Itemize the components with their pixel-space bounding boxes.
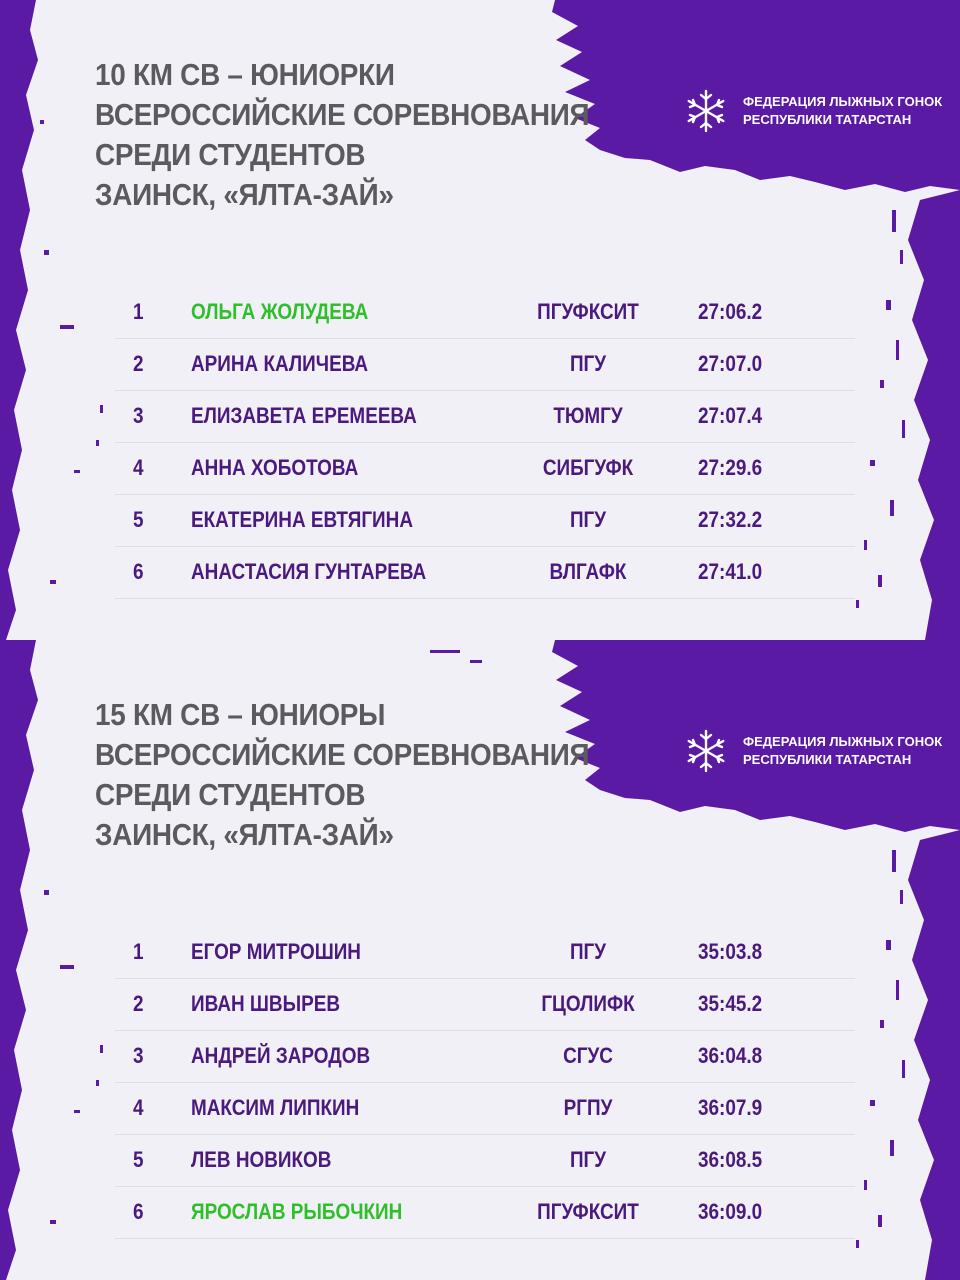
result-rank: 1 — [133, 939, 144, 964]
title-line-1: 15 КМ СВ – ЮНИОРЫ — [95, 697, 386, 732]
result-rank: 4 — [133, 1095, 144, 1120]
result-rank: 6 — [133, 559, 144, 584]
athlete-name: ЛЕВ НОВИКОВ — [191, 1147, 332, 1172]
federation-name-line-2: РЕСПУБЛИКИ ТАТАРСТАН — [743, 752, 912, 767]
result-rank: 5 — [133, 507, 144, 532]
result-row — [115, 1083, 855, 1135]
finish-time: 36:09.0 — [698, 1199, 763, 1224]
result-row — [115, 1135, 855, 1187]
result-rank: 3 — [133, 403, 144, 428]
result-rank: 1 — [133, 299, 144, 324]
finish-time: 35:45.2 — [698, 991, 763, 1016]
team-name: ПГУФКСИТ — [537, 299, 639, 324]
title-line-3: СРЕДИ СТУДЕНТОВ — [95, 137, 366, 172]
result-row — [115, 287, 855, 339]
result-row — [115, 495, 855, 547]
athlete-name: ЕЛИЗАВЕТА ЕРЕМЕЕВА — [191, 403, 417, 428]
title-line-1: 10 КМ СВ – ЮНИОРКИ — [95, 57, 395, 92]
federation-name-line-2: РЕСПУБЛИКИ ТАТАРСТАН — [743, 112, 912, 127]
team-name: РГПУ — [563, 1095, 613, 1120]
result-row — [115, 339, 855, 391]
title-line-2: ВСЕРОССИЙСКИЕ СОРЕВНОВАНИЯ — [95, 737, 590, 772]
result-row — [115, 1187, 855, 1239]
snowflake-icon — [683, 88, 729, 134]
result-row — [115, 927, 855, 979]
results-table — [115, 287, 855, 599]
result-rank: 2 — [133, 351, 144, 376]
team-name: ПГУФКСИТ — [537, 1199, 639, 1224]
athlete-name: ЕКАТЕРИНА ЕВТЯГИНА — [191, 507, 413, 532]
result-row — [115, 391, 855, 443]
title-line-3: СРЕДИ СТУДЕНТОВ — [95, 777, 366, 812]
finish-time: 27:41.0 — [698, 559, 763, 584]
team-name: ПГУ — [569, 351, 607, 376]
federation-name-line-1: ФЕДЕРАЦИЯ ЛЫЖНЫХ ГОНОК — [743, 94, 943, 109]
result-row — [115, 443, 855, 495]
finish-time: 36:07.9 — [698, 1095, 763, 1120]
athlete-name: МАКСИМ ЛИПКИН — [191, 1095, 360, 1120]
results-panel-men — [0, 640, 960, 1280]
finish-time: 27:06.2 — [698, 299, 763, 324]
team-name: ПГУ — [569, 939, 607, 964]
result-rank: 5 — [133, 1147, 144, 1172]
finish-time: 35:03.8 — [698, 939, 763, 964]
finish-time: 27:29.6 — [698, 455, 763, 480]
results-table — [115, 927, 855, 1239]
finish-time: 27:32.2 — [698, 507, 763, 532]
athlete-name: ОЛЬГА ЖОЛУДЕВА — [191, 299, 369, 324]
team-name: ТЮМГУ — [553, 403, 623, 428]
athlete-name: АНАСТАСИЯ ГУНТАРЕВА — [191, 559, 427, 584]
title-line-2: ВСЕРОССИЙСКИЕ СОРЕВНОВАНИЯ — [95, 97, 590, 132]
federation-name — [743, 733, 942, 769]
team-name: ГЦОЛИФК — [541, 991, 635, 1016]
result-row — [115, 979, 855, 1031]
result-row — [115, 1031, 855, 1083]
finish-time: 27:07.0 — [698, 351, 763, 376]
athlete-name: ИВАН ШВЫРЕВ — [191, 991, 341, 1016]
federation-name — [743, 93, 942, 129]
athlete-name: АНДРЕЙ ЗАРОДОВ — [191, 1043, 371, 1068]
athlete-name: АННА ХОБОТОВА — [191, 455, 359, 480]
athlete-name: ЕГОР МИТРОШИН — [191, 939, 361, 964]
title-line-4: ЗАИНСК, «ЯЛТА-ЗАЙ» — [95, 817, 394, 852]
snowflake-icon — [683, 728, 729, 774]
team-name: СИБГУФК — [542, 455, 634, 480]
event-title — [95, 55, 589, 215]
athlete-name: ЯРОСЛАВ РЫБОЧКИН — [191, 1199, 403, 1224]
title-line-4: ЗАИНСК, «ЯЛТА-ЗАЙ» — [95, 177, 394, 212]
finish-time: 27:07.4 — [698, 403, 763, 428]
result-rank: 4 — [133, 455, 144, 480]
event-title — [95, 695, 589, 855]
federation-logo — [683, 726, 943, 776]
team-name: СГУС — [563, 1043, 613, 1068]
finish-time: 36:04.8 — [698, 1043, 763, 1068]
result-rank: 2 — [133, 991, 144, 1016]
athlete-name: АРИНА КАЛИЧЕВА — [191, 351, 369, 376]
team-name: ПГУ — [569, 1147, 607, 1172]
result-rank: 6 — [133, 1199, 144, 1224]
team-name: ПГУ — [569, 507, 607, 532]
result-rank: 3 — [133, 1043, 144, 1068]
federation-name-line-1: ФЕДЕРАЦИЯ ЛЫЖНЫХ ГОНОК — [743, 734, 943, 749]
result-row — [115, 547, 855, 599]
finish-time: 36:08.5 — [698, 1147, 763, 1172]
team-name: ВЛГАФК — [549, 559, 627, 584]
federation-logo — [683, 86, 943, 136]
